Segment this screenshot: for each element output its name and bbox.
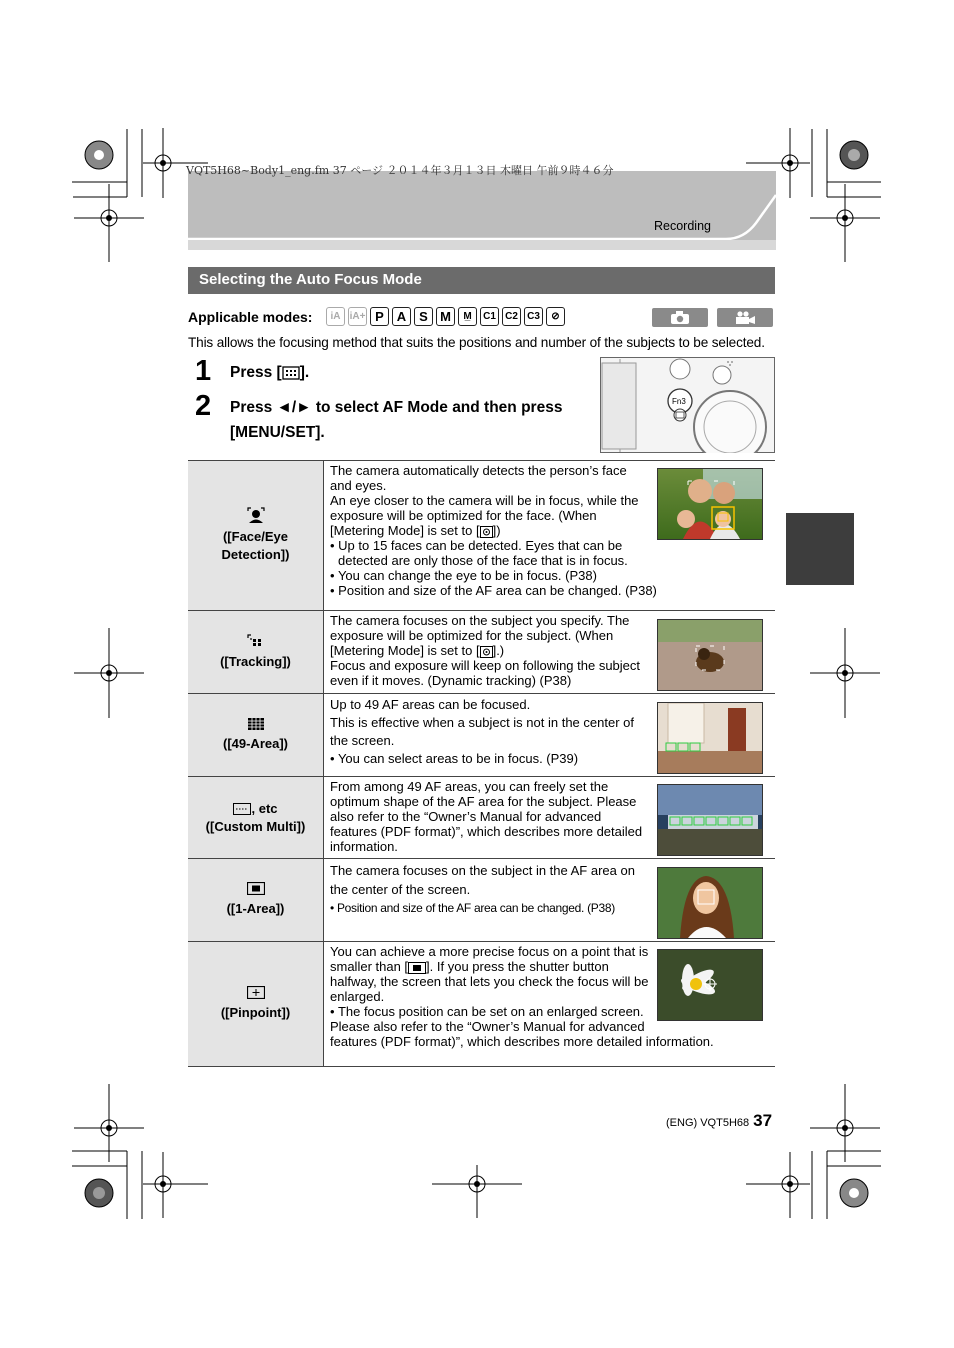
mode-name-face-eye: ([Face/Eye Detection]) bbox=[221, 529, 290, 562]
custom-multi-suffix: , etc bbox=[251, 800, 278, 816]
table-row bbox=[188, 461, 775, 611]
creative-video-mode-icon: M̲ bbox=[458, 307, 477, 326]
section-label: Recording bbox=[654, 219, 711, 233]
49-area-bullet-1-text: You can select areas to be in focus. (P39) bbox=[337, 751, 579, 766]
table-row bbox=[188, 859, 775, 942]
multi-metering-icon bbox=[480, 526, 493, 538]
multi-metering-icon bbox=[480, 646, 493, 658]
mode-name-tracking: ([Tracking]) bbox=[220, 653, 291, 669]
custom-multi-photo bbox=[657, 784, 763, 856]
mode-cell-49-area bbox=[188, 694, 324, 777]
file-header: VQT5H68~Body1_eng.fm 37 ページ ２０１４年３月１３日 木曜日 午前９時４６分 bbox=[186, 164, 614, 177]
desc-cell-tracking bbox=[324, 611, 776, 694]
af-mode-button-icon bbox=[282, 366, 300, 380]
applicable-modes-label: Applicable modes: bbox=[188, 309, 313, 325]
face-eye-bullet-1: • Up to 15 faces can be detected. Eyes that can be detected are only those of the face that is in focus. bbox=[330, 538, 628, 568]
chapter-side-tab bbox=[786, 513, 854, 585]
tracking-text-1a: The camera focuses on the subject you specify. The exposure will be optimized for the subject. (When [Metering Mode] is set to [ bbox=[330, 613, 630, 658]
face-eye-bullet-2-text: You can change the eye to be in focus. (P38) bbox=[337, 568, 597, 583]
af-mode-table bbox=[188, 460, 775, 1067]
page-title: Selecting the Auto Focus Mode bbox=[188, 267, 775, 294]
camera-icon bbox=[652, 308, 708, 327]
mode-name-pinpoint: ([Pinpoint]) bbox=[220, 1005, 291, 1020]
table-row bbox=[188, 942, 775, 1067]
table-row bbox=[188, 694, 775, 777]
c2-mode-icon: C2 bbox=[502, 307, 521, 326]
c3-mode-icon: C3 bbox=[524, 307, 543, 326]
face-eye-text-1: The camera automatically detects the person’s face and eyes. bbox=[330, 463, 627, 493]
49-area-photo bbox=[657, 702, 763, 774]
1-area-photo bbox=[657, 867, 763, 939]
face-eye-bullet-1-text: Up to 15 faces can be detected. Eyes that can be detected are only those of the face that is in focus. bbox=[338, 538, 628, 568]
page-footer bbox=[666, 1111, 772, 1131]
pinpoint-text-1b: ]. If you press the shutter button halfway, the screen that lets you check the focus will be enlarged. bbox=[330, 959, 649, 1004]
s-mode-icon: S bbox=[414, 307, 433, 326]
mode-name-49-area: ([49-Area]) bbox=[222, 736, 288, 751]
49-area-icon bbox=[248, 718, 264, 730]
page-number: 37 bbox=[753, 1111, 773, 1130]
1-area-text-1: The camera focuses on the subject in the AF area on the center of the screen. bbox=[330, 863, 635, 897]
desc-cell-49-area bbox=[324, 694, 776, 777]
mode-name-custom-multi: ([Custom Multi]) bbox=[205, 818, 306, 834]
face-eye-bullet-3: • Position and size of the AF area can be changed. (P38) bbox=[330, 583, 657, 598]
desc-cell-face-eye bbox=[324, 461, 776, 611]
face-detection-photo bbox=[657, 468, 763, 540]
table-row bbox=[188, 777, 775, 859]
step-2-number: 2 bbox=[195, 390, 212, 422]
mode-cell-custom-multi bbox=[188, 777, 324, 859]
49-area-bullet-1: • You can select areas to be in focus. (P39) bbox=[330, 751, 579, 766]
header-band-curve bbox=[188, 171, 776, 250]
desc-cell-custom-multi bbox=[324, 777, 776, 859]
p-mode-icon: P bbox=[370, 307, 389, 326]
mode-icon-row bbox=[326, 307, 565, 326]
step-1-text-end: ]. bbox=[299, 364, 310, 381]
49-area-text-2: This is effective when a subject is not in the center of the screen. bbox=[330, 715, 634, 748]
mode-cell-1-area bbox=[188, 859, 324, 942]
1-area-bullet-1-text: Position and size of the AF area can be changed. (P38) bbox=[336, 901, 615, 915]
ia-mode-icon: iA bbox=[326, 307, 345, 326]
footer-code: (ENG) VQT5H68 bbox=[666, 1117, 750, 1129]
49-area-text-1: Up to 49 AF areas can be focused. bbox=[330, 697, 531, 712]
c1-mode-icon: C1 bbox=[480, 307, 499, 326]
custom-multi-text: From among 49 AF areas, you can freely set the optimum shape of the AF area for the subject. Please also refer to the “Owner’s Manual for advanced features (PDF format)”, which describes more detailed information. bbox=[330, 779, 643, 854]
tracking-icon bbox=[247, 634, 265, 648]
media-icons bbox=[652, 308, 773, 327]
step-1-number: 1 bbox=[195, 355, 212, 387]
tracking-text-1b: ].) bbox=[492, 643, 505, 658]
pinpoint-photo bbox=[657, 949, 763, 1021]
m-mode-icon: M bbox=[436, 307, 455, 326]
ia-plus-mode-icon: iA+ bbox=[348, 307, 367, 326]
mode-cell-tracking bbox=[188, 611, 324, 694]
pinpoint-bullet-1: • The focus position can be set on an enlarged screen. bbox=[330, 1004, 644, 1019]
step-1-text bbox=[230, 360, 309, 385]
1-area-icon bbox=[247, 882, 265, 895]
1-area-icon bbox=[408, 962, 426, 974]
step-2-text: Press ◄/► to select AF Mode and then press [MENU/SET]. bbox=[230, 399, 563, 441]
fn3-button-label: Fn3 bbox=[672, 397, 686, 406]
pinpoint-text-2: Please also refer to the “Owner’s Manual for advanced features (PDF format)”, which describes more detailed information. bbox=[330, 1019, 714, 1049]
mode-name-1-area: ([1-Area]) bbox=[226, 901, 285, 916]
table-row bbox=[188, 611, 775, 694]
face-eye-bullet-2: • You can change the eye to be in focus. (P38) bbox=[330, 568, 597, 583]
step-1-text-start: Press [ bbox=[230, 364, 282, 381]
desc-cell-1-area bbox=[324, 859, 776, 942]
intro-text: This allows the focusing method that suits the positions and number of the subjects to be selected. bbox=[188, 335, 765, 350]
face-eye-detection-icon bbox=[247, 507, 265, 523]
a-mode-icon: A bbox=[392, 307, 411, 326]
1-area-bullet-1: • Position and size of the AF area can be changed. (P38) bbox=[330, 901, 615, 915]
movie-camera-icon bbox=[717, 308, 773, 327]
camera-back-illustration bbox=[600, 357, 775, 453]
tracking-text-2: Focus and exposure will keep on following the subject even if it moves. (Dynamic tracking) (P38) bbox=[330, 658, 641, 688]
tracking-photo bbox=[657, 619, 763, 691]
mode-cell-face-eye bbox=[188, 461, 324, 611]
desc-cell-pinpoint bbox=[324, 942, 776, 1067]
face-eye-text-2a: An eye closer to the camera will be in focus, while the exposure will be optimized for the face. (When [Metering Mode] is set to [ bbox=[330, 493, 639, 538]
pinpoint-icon bbox=[247, 986, 265, 999]
mode-cell-pinpoint bbox=[188, 942, 324, 1067]
face-eye-text-2b: ]) bbox=[492, 523, 501, 538]
face-eye-bullet-3-text: Position and size of the AF area can be changed. (P38) bbox=[338, 583, 657, 598]
pinpoint-text-1a: You can achieve a more precise focus on a point that is smaller than [ bbox=[330, 944, 649, 974]
pinpoint-bullet-1-text: The focus position can be set on an enlarged screen. bbox=[337, 1004, 644, 1019]
custom-multi-icon bbox=[233, 803, 251, 815]
creative-control-mode-icon: ⊘ bbox=[546, 307, 565, 326]
